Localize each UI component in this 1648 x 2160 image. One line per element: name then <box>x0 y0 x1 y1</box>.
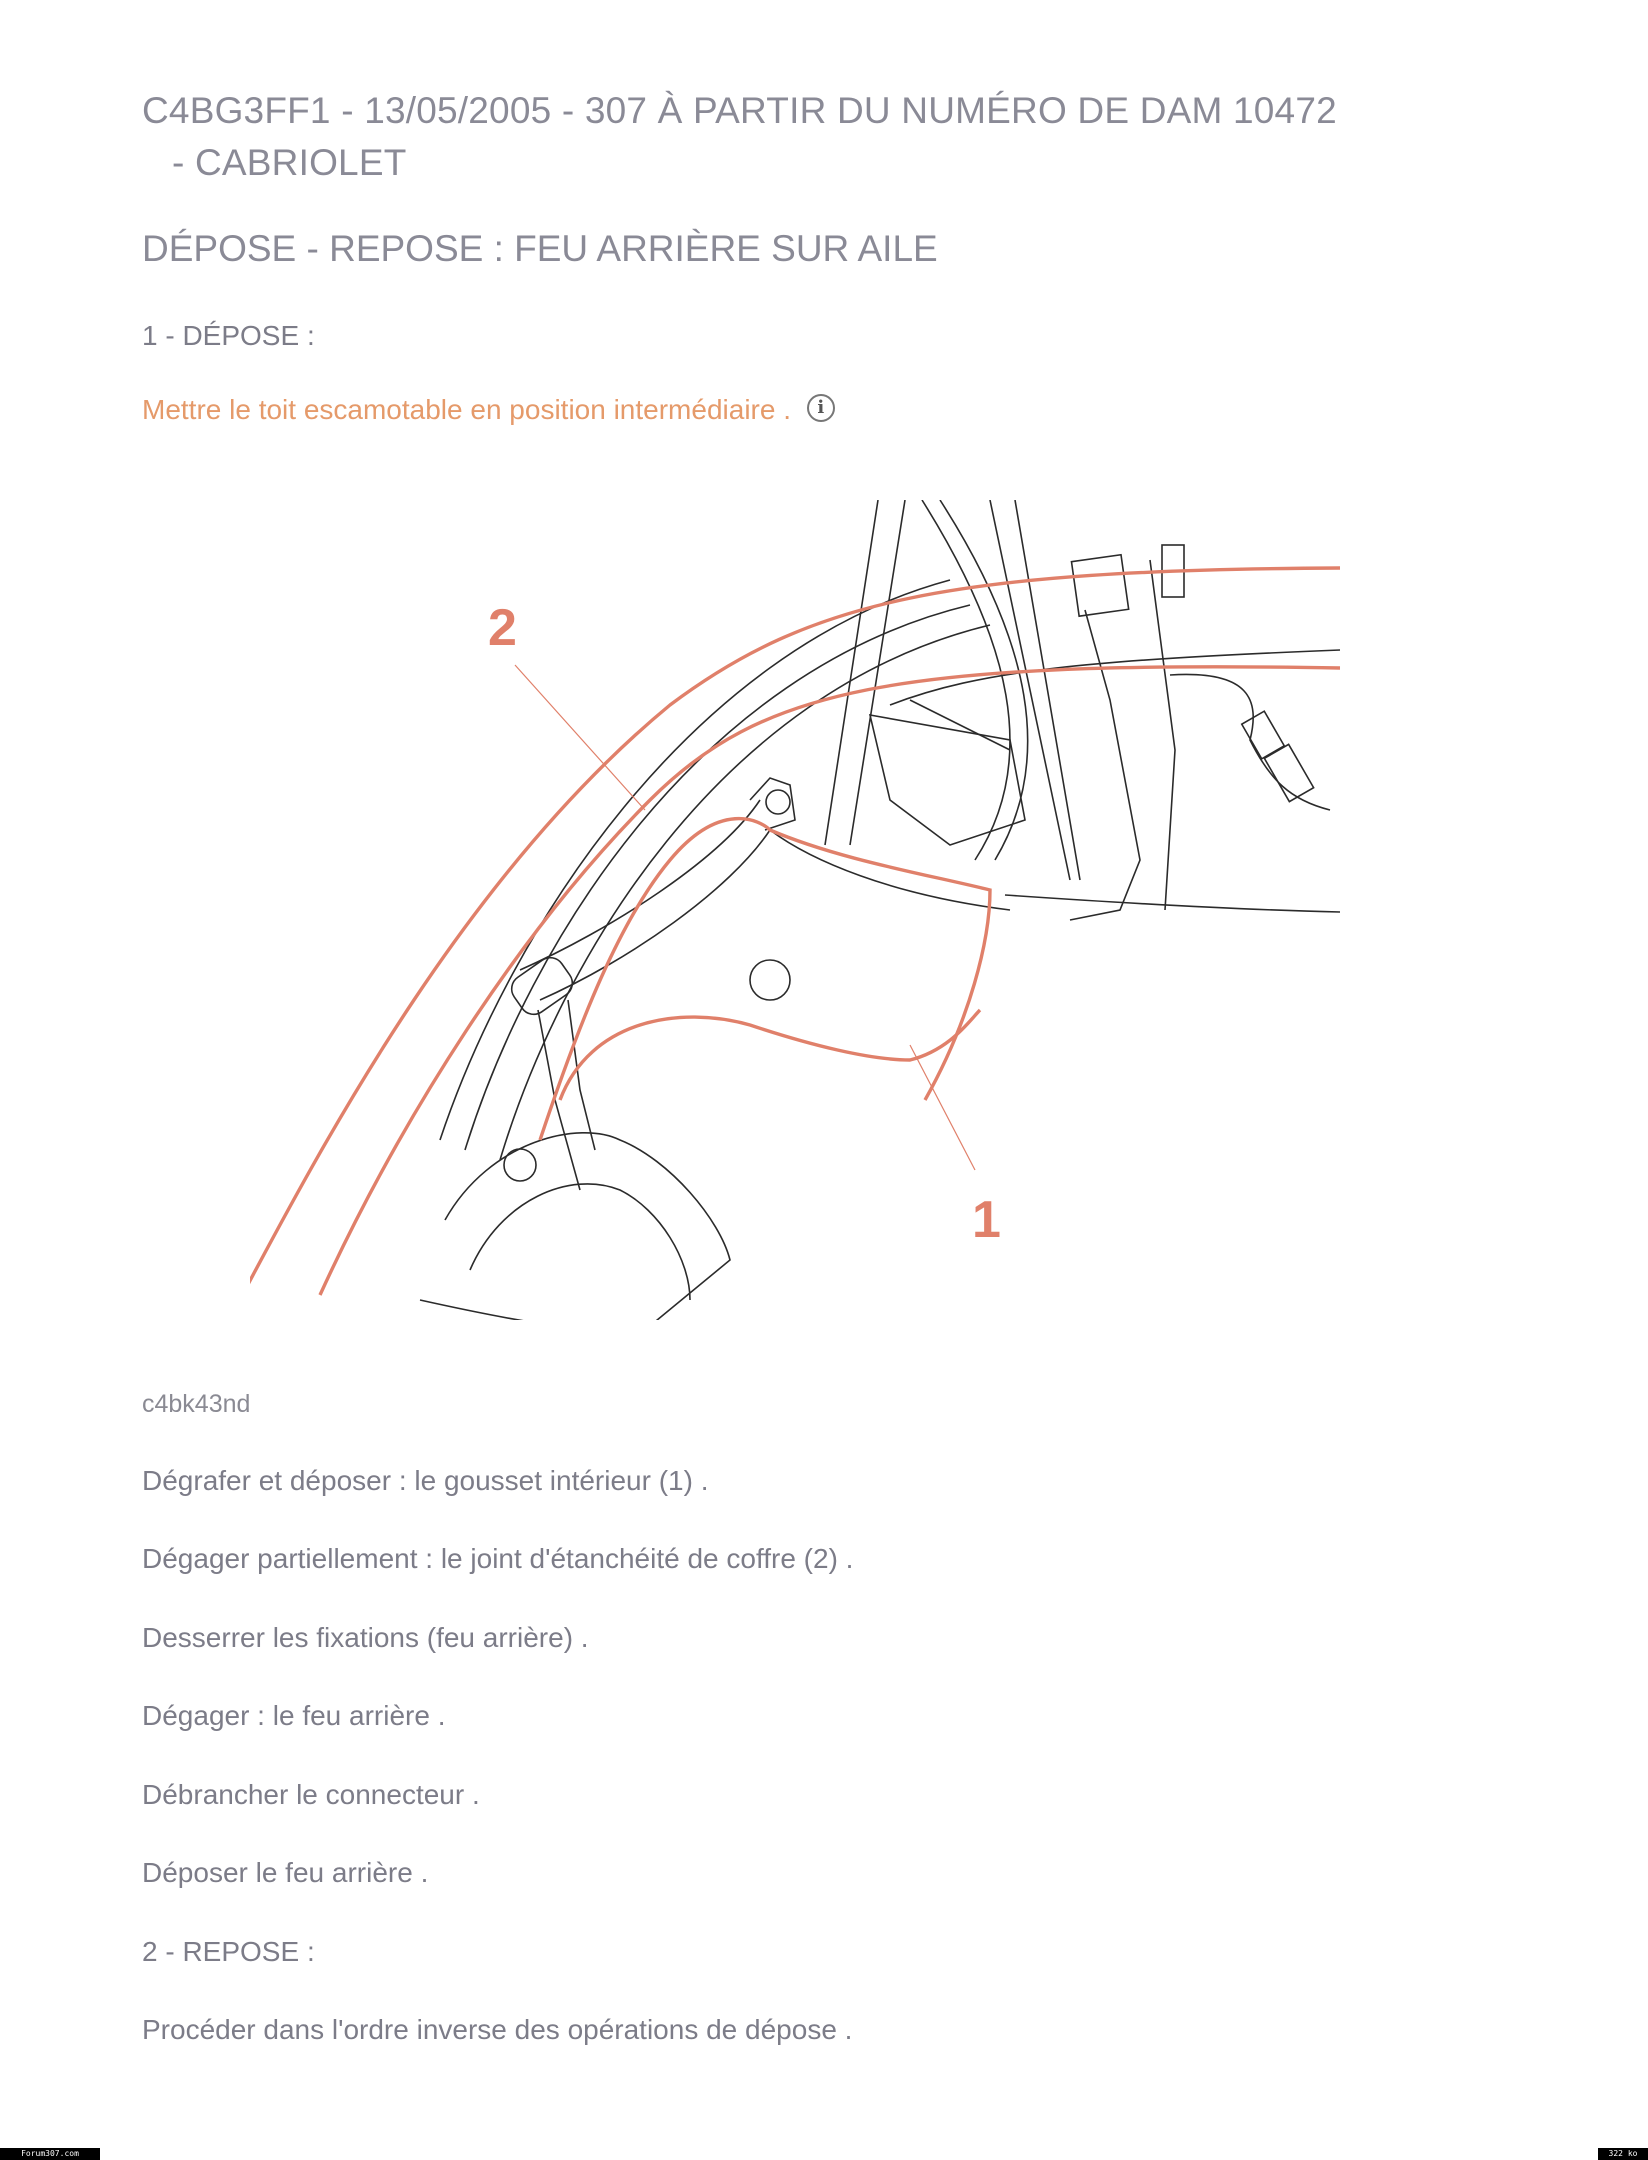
diagram-bottom-pin <box>504 1149 536 1181</box>
callout-1: 1 <box>972 1191 1001 1249</box>
step-2: Dégager partiellement : le joint d'étanchéité de coffre (2) . <box>142 1543 854 1574</box>
step-6: Déposer le feu arrière . <box>142 1857 429 1888</box>
depose-heading: 1 - DÉPOSE : <box>142 320 315 351</box>
diagram-gusset-lower <box>560 1010 980 1100</box>
roof-position-note <box>142 394 835 426</box>
info-icon[interactable]: i <box>807 394 835 422</box>
diagram-gusset-hole <box>750 960 790 1000</box>
diagram-clip-a <box>1071 555 1128 616</box>
diagram-latch-block <box>506 952 578 1020</box>
diagram-bracket <box>1070 610 1140 920</box>
roof-position-note-text: Mettre le toit escamotable en position intermédiaire . <box>142 394 791 425</box>
diagram-rod-b <box>850 500 905 845</box>
repose-step: Procéder dans l'ordre inverse des opérations de dépose . <box>142 2014 853 2045</box>
diagram-latch-pin <box>766 790 790 814</box>
diagram-wire <box>1170 674 1330 810</box>
step-1: Dégrafer et déposer : le gousset intérieur (1) . <box>142 1465 709 1496</box>
diagram-bracket-b <box>1150 560 1175 910</box>
repose-heading: 2 - REPOSE : <box>142 1936 315 1967</box>
diagram-hinge-box <box>870 715 1025 845</box>
step-4: Dégager : le feu arrière . <box>142 1700 446 1731</box>
diagram-rod-a <box>825 500 878 845</box>
diagram-bottom-base <box>420 1300 610 1320</box>
diagram-connector <box>1242 711 1285 759</box>
callout-2: 2 <box>488 599 517 657</box>
diagram-seal-outer <box>250 568 1340 1290</box>
document-subtitle: DÉPOSE - REPOSE : FEU ARRIÈRE SUR AILE <box>142 228 938 269</box>
diagram-arc-b <box>465 605 970 1150</box>
figure-caption: c4bk43nd <box>142 1390 251 1418</box>
document-title-line1: C4BG3FF1 - 13/05/2005 - 307 À PARTIR DU NUMÉRO DE DAM 10472 <box>142 90 1337 131</box>
diagram-panel-edge <box>1005 895 1340 912</box>
step-5: Débrancher le connecteur . <box>142 1779 480 1810</box>
diagram-rod-c <box>990 500 1070 880</box>
diagram-bottom-mount <box>445 1133 730 1320</box>
footer-size-tag: 322 ko <box>1598 2148 1648 2160</box>
diagram-bottom-mount-b <box>470 1184 690 1300</box>
diagram-seal-inner <box>320 667 1340 1295</box>
step-3: Desserrer les fixations (feu arrière) . <box>142 1622 589 1653</box>
document-title-line2: - CABRIOLET <box>172 142 407 183</box>
diagram-rod-d <box>1015 500 1080 880</box>
rear-light-diagram <box>250 500 1350 1320</box>
footer-site-tag: Forum307.com <box>0 2148 100 2160</box>
